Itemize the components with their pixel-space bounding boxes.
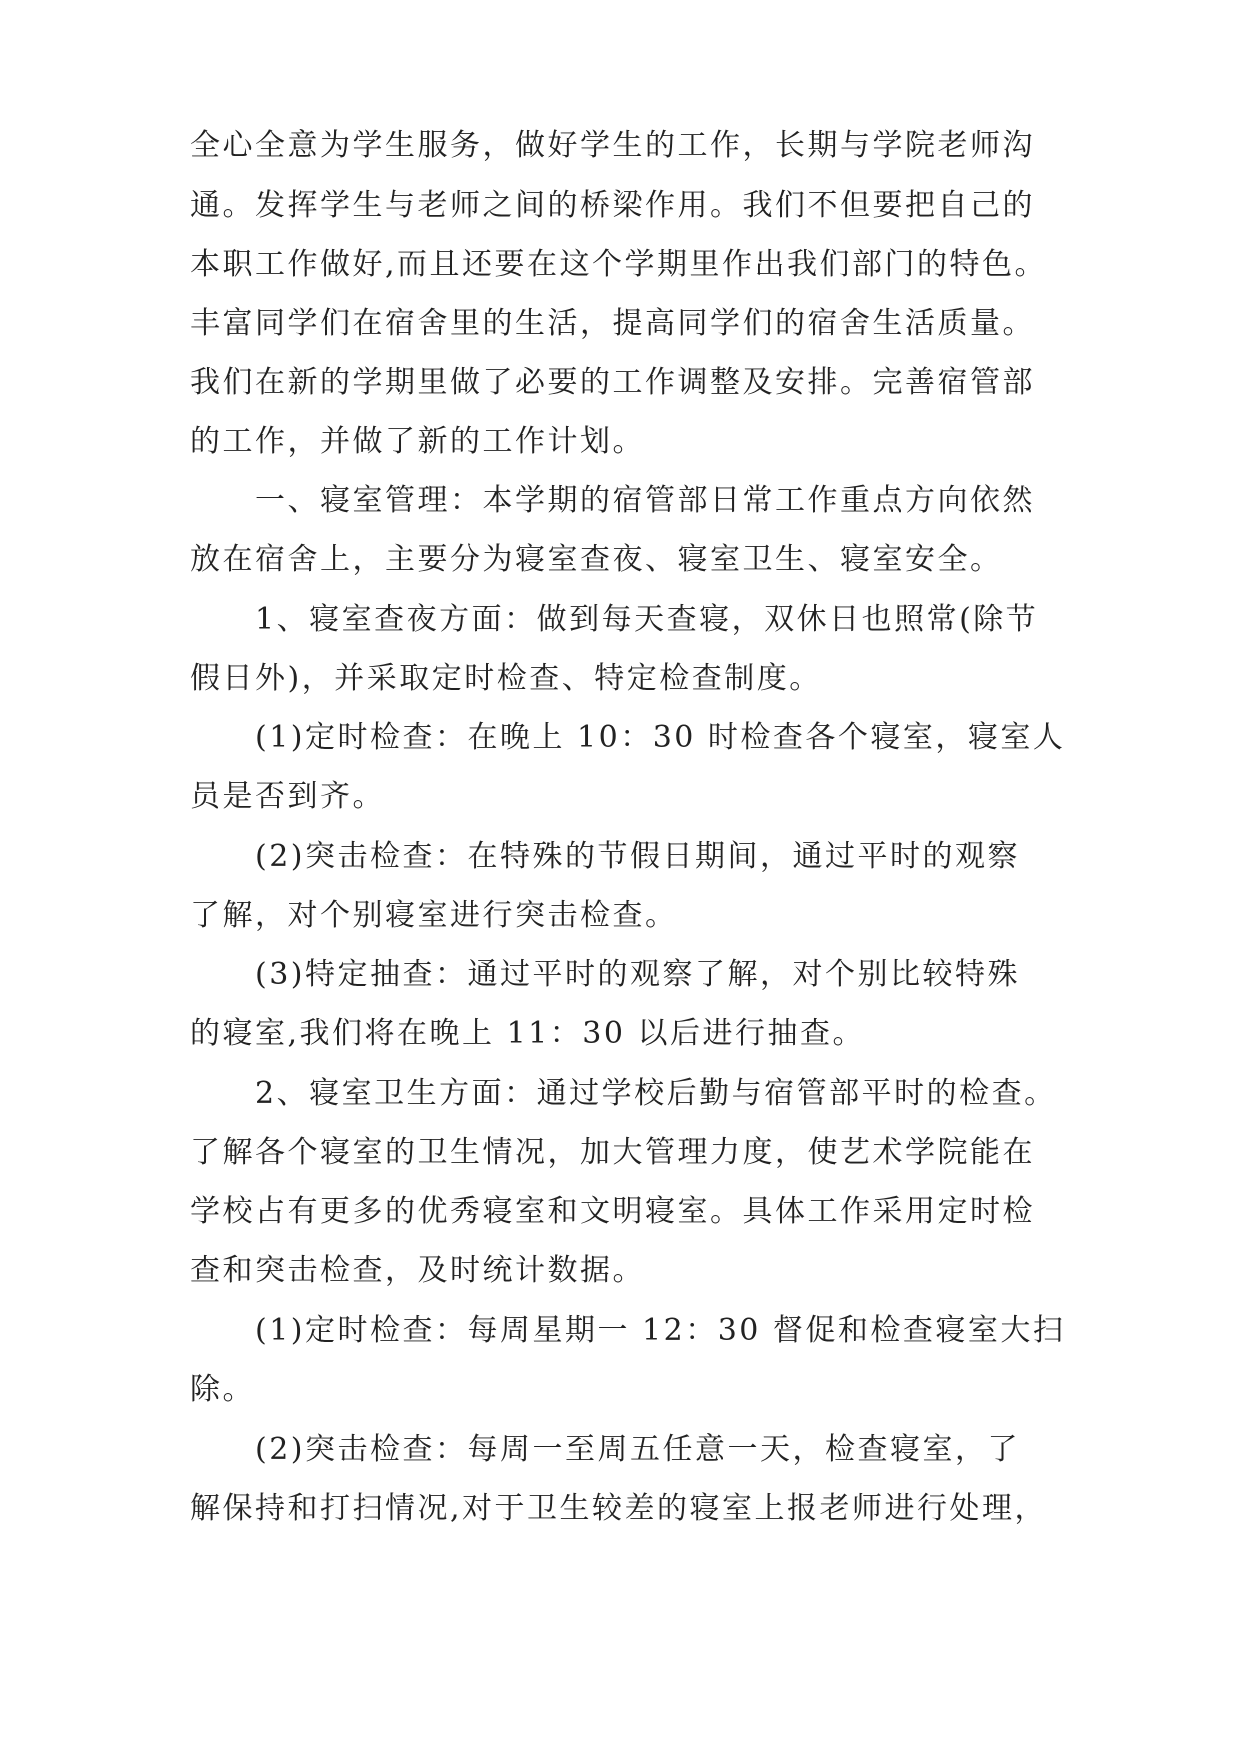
paragraph-line: 查和突击检查，及时统计数据。 bbox=[190, 1253, 645, 1288]
paragraph-line: 假日外)，并采取定时检查、特定检查制度。 bbox=[190, 661, 822, 696]
paragraph-line: 了解，对个别寝室进行突击检查。 bbox=[190, 898, 678, 933]
paragraph-line: 员是否到齐。 bbox=[190, 779, 385, 814]
paragraph-line: 的寝室,我们将在晚上 11：30 以后进行抽查。 bbox=[190, 1016, 865, 1051]
paragraph-line: 2、寝室卫生方面：通过学校后勤与宿管部平时的检查。 bbox=[255, 1076, 1057, 1111]
paragraph-line: (3)特定抽查：通过平时的观察了解，对个别比较特殊 bbox=[255, 957, 1020, 992]
paragraph-line: 全心全意为学生服务，做好学生的工作，长期与学院老师沟 bbox=[190, 128, 1035, 163]
paragraph-line: (2)突击检查：每周一至周五任意一天，检查寝室，了 bbox=[255, 1432, 1020, 1467]
paragraph-line: 丰富同学们在宿舍里的生活，提高同学们的宿舍生活质量。 bbox=[190, 306, 1035, 341]
paragraph-line: (2)突击检查：在特殊的节假日期间，通过平时的观察 bbox=[255, 839, 1020, 874]
paragraph-line: 学校占有更多的优秀寝室和文明寝室。具体工作采用定时检 bbox=[190, 1194, 1035, 1229]
paragraph-line: 一、寝室管理：本学期的宿管部日常工作重点方向依然 bbox=[255, 483, 1035, 518]
paragraph-line: 我们在新的学期里做了必要的工作调整及安排。完善宿管部 bbox=[190, 365, 1035, 400]
paragraph-line: 的工作，并做了新的工作计划。 bbox=[190, 424, 645, 459]
paragraph-line: 解保持和打扫情况,对于卫生较差的寝室上报老师进行处理， bbox=[190, 1491, 1048, 1526]
paragraph-line: (1)定时检查：每周星期一 12：30 督促和检查寝室大扫 bbox=[255, 1313, 1066, 1348]
paragraph-line: 除。 bbox=[190, 1372, 255, 1407]
paragraph-line: 通。发挥学生与老师之间的桥梁作用。我们不但要把自己的 bbox=[190, 188, 1035, 223]
paragraph-line: 1、寝室查夜方面：做到每天查寝，双休日也照常(除节 bbox=[255, 602, 1039, 637]
paragraph-line: 了解各个寝室的卫生情况，加大管理力度，使艺术学院能在 bbox=[190, 1135, 1035, 1170]
paragraph-line: 本职工作做好,而且还要在这个学期里作出我们部门的特色。 bbox=[190, 247, 1048, 282]
paragraph-line: (1)定时检查：在晚上 10：30 时检查各个寝室，寝室人 bbox=[255, 720, 1066, 755]
paragraph-line: 放在宿舍上，主要分为寝室查夜、寝室卫生、寝室安全。 bbox=[190, 542, 1003, 577]
